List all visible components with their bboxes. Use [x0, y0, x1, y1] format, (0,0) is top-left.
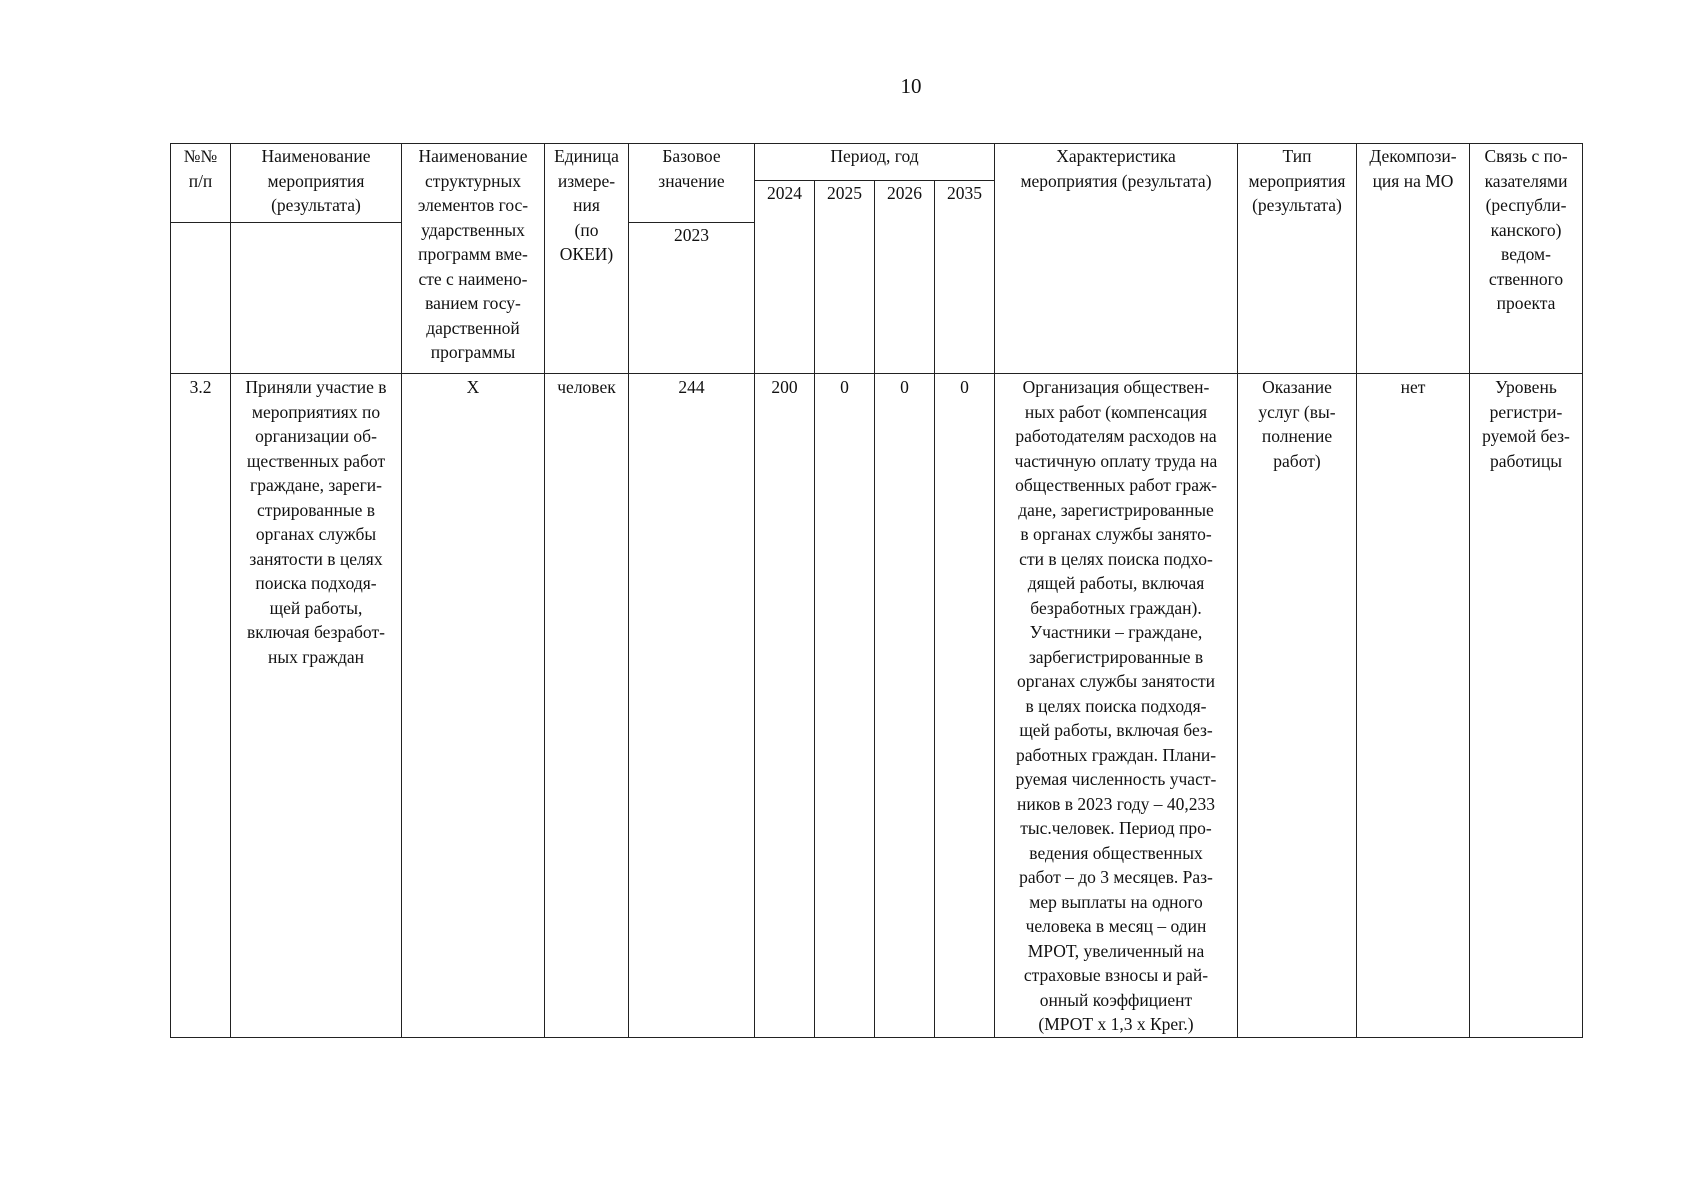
header-link: Связь с по- казателями (республи- канского) ведом- ственного проекта — [1470, 144, 1583, 374]
header-type: Тип мероприятия (результата) — [1238, 144, 1357, 374]
header-structural: Наименование структурных элементов гос- ударственных программ вме- сте с наимено- ванием госу- дарственной программы — [402, 144, 545, 374]
header-num: №№ п/п — [171, 144, 231, 223]
row-value-2025: 0 — [815, 374, 875, 1038]
row-link: Уровень регистри- руемой без- работицы — [1470, 374, 1583, 1038]
row-num: 3.2 — [171, 374, 231, 1038]
row-value-2035: 0 — [935, 374, 995, 1038]
row-name: Приняли участие в мероприятиях по организации об- щественных работ граждане, зареги- стрированные в органах службы занятости в целях поиска подходя- щей работы, включая безработ- ных граждан — [231, 374, 402, 1038]
header-decomposition: Декомпози- ция на МО — [1357, 144, 1470, 374]
row-type: Оказание услуг (вы- полнение работ) — [1238, 374, 1357, 1038]
row-unit: человек — [545, 374, 629, 1038]
page-number: 10 — [900, 74, 922, 98]
row-base-value: 244 — [629, 374, 755, 1038]
row-value-2024: 200 — [755, 374, 815, 1038]
header-year-2035: 2035 — [935, 181, 995, 374]
measures-table — [170, 143, 1583, 1038]
row-characteristic: Организация обществен- ных работ (компенсация работодателям расходов на частичную оплату труда на общественных работ граж- дане, зарегистрированные в органах службы занято- сти в целях поиска подхо- дящей работы, включая безработных граждан). Участники – граждане, зарбегистрированные в органах службы занятости в целях поиска подходя- щей работы, включая без- работных граждан. Плани- руемая численность участ- ников в 2023 году – 40,233 тыс.человек. Период про- ведения общественных работ – до 3 месяцев. Раз- мер выплаты на одного человека в месяц – один МРОТ, увеличенный на страховые взносы и рай- онный коэффициент (МРОТ х 1,3 х Крег.) — [995, 374, 1238, 1038]
header-row-1 — [171, 144, 1583, 181]
table-row — [171, 374, 1583, 1038]
row-value-2026: 0 — [875, 374, 935, 1038]
header-base-label: Базовое значение — [629, 144, 755, 223]
row-decomposition: нет — [1357, 374, 1470, 1038]
header-unit: Единица измере- ния (по ОКЕИ) — [545, 144, 629, 374]
header-year-2026: 2026 — [875, 181, 935, 374]
header-name: Наименование мероприятия (результата) — [231, 144, 402, 223]
header-year-2025: 2025 — [815, 181, 875, 374]
header-base-year: 2023 — [629, 223, 755, 374]
header-period: Период, год — [755, 144, 995, 181]
header-characteristic: Характеристика мероприятия (результата) — [995, 144, 1238, 374]
header-year-2024: 2024 — [755, 181, 815, 374]
row-structural: Х — [402, 374, 545, 1038]
